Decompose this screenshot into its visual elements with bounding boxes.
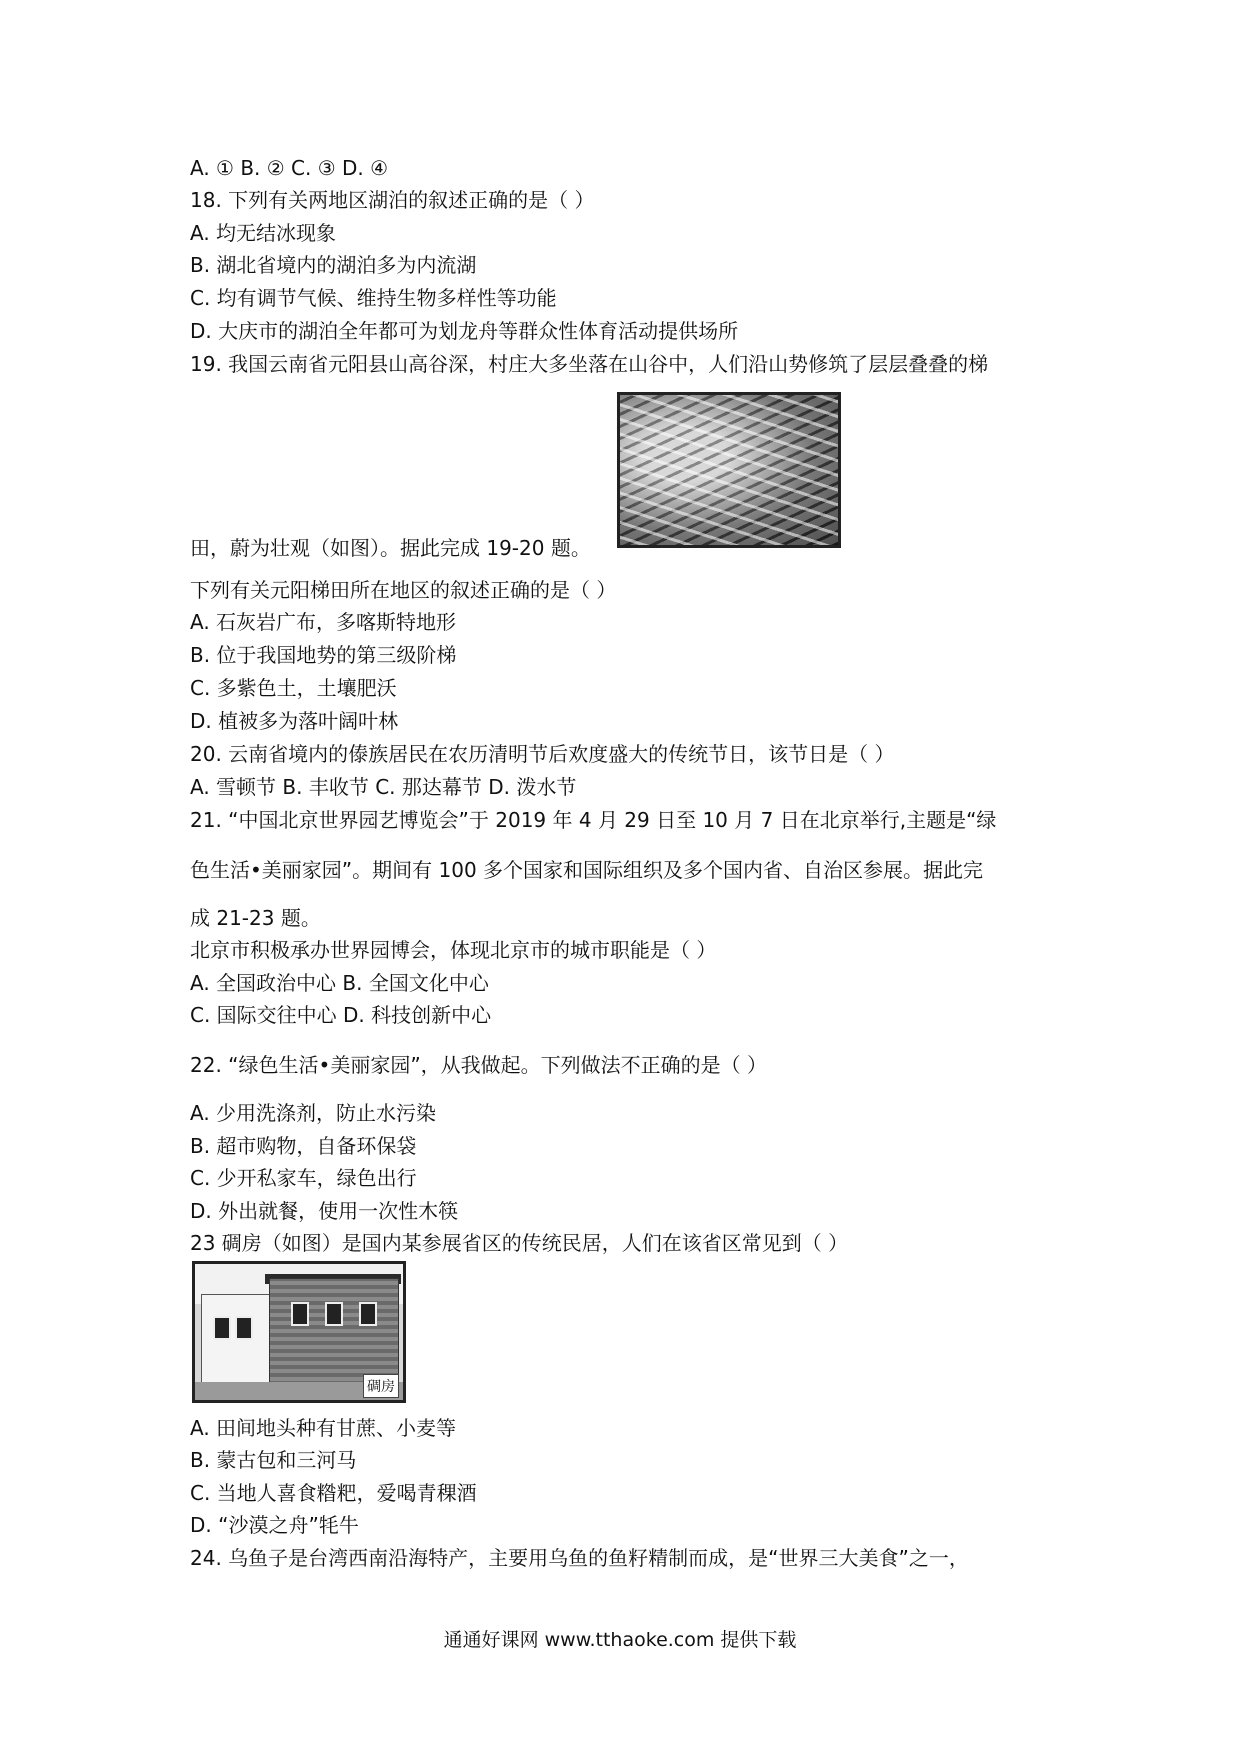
question-19: 下列有关元阳梯田所在地区的叙述正确的是（ ） — [190, 578, 617, 602]
option-19c: C. 多紫色土，土壤肥沃 — [190, 676, 397, 700]
question-23: 23 碉房（如图）是国内某参展省区的传统民居，人们在该省区常见到（ ） — [190, 1231, 849, 1255]
option-22c: C. 少开私家车，绿色出行 — [190, 1166, 417, 1190]
question-19-stem-cont: 田，蔚为壮观（如图）。据此完成 19-20 题。 — [190, 536, 591, 560]
terrace-photo — [617, 392, 841, 548]
option-18d: D. 大庆市的湖泊全年都可为划龙舟等群众性体育活动提供场所 — [190, 319, 739, 343]
question-24: 24. 乌鱼子是台湾西南沿海特产，主要用乌鱼的鱼籽精制而成，是“世界三大美食”之一， — [190, 1546, 969, 1570]
option-22a: A. 少用洗涤剂，防止水污染 — [190, 1101, 437, 1125]
option-19a: A. 石灰岩广布，多喀斯特地形 — [190, 610, 457, 634]
option-23a: A. 田间地头种有甘蔗、小麦等 — [190, 1416, 457, 1440]
question-21-stem-end: 成 21-23 题。 — [190, 906, 321, 930]
question-21-stem: 21. “中国北京世界园艺博览会”于 2019 年 4 月 29 日至 10 月 7 日在北京举行,主题是“绿 — [190, 808, 997, 832]
option-19d: D. 植被多为落叶阔叶林 — [190, 709, 399, 733]
option-18a: A. 均无结冰现象 — [190, 221, 337, 245]
question-21: 北京市积极承办世界园博会，体现北京市的城市职能是（ ） — [190, 938, 717, 962]
options-21-cd: C. 国际交往中心 D. 科技创新中心 — [190, 1003, 492, 1027]
page-footer: 通通好课网 www.tthaoke.com 提供下载 — [443, 1629, 797, 1651]
option-23d: D. “沙漠之舟”牦牛 — [190, 1513, 359, 1537]
option-23b: B. 蒙古包和三河马 — [190, 1448, 357, 1472]
option-18c: C. 均有调节气候、维持生物多样性等功能 — [190, 286, 557, 310]
diaofang-photo — [192, 1261, 406, 1403]
options-21-ab: A. 全国政治中心 B. 全国文化中心 — [190, 971, 489, 995]
question-21-stem-cont: 色生活•美丽家园”。期间有 100 多个国家和国际组织及多个国内省、自治区参展。据此完 — [190, 858, 984, 882]
options-20: A. 雪顿节 B. 丰收节 C. 那达幕节 D. 泼水节 — [190, 775, 577, 799]
option-19b: B. 位于我国地势的第三级阶梯 — [190, 643, 457, 667]
option-22b: B. 超市购物，自备环保袋 — [190, 1134, 417, 1158]
question-22: 22. “绿色生活•美丽家园”，从我做起。下列做法不正确的是（ ） — [190, 1053, 768, 1077]
photo-caption: 碉房 — [363, 1374, 399, 1398]
option-22d: D. 外出就餐，使用一次性木筷 — [190, 1199, 459, 1223]
option-18b: B. 湖北省境内的湖泊多为内流湖 — [190, 253, 477, 277]
question-19-stem: 19. 我国云南省元阳县山高谷深，村庄大多坐落在山谷中，人们沿山势修筑了层层叠叠的梯 — [190, 352, 989, 376]
option-23c: C. 当地人喜食糌粑，爱喝青稞酒 — [190, 1481, 477, 1505]
question-20: 20. 云南省境内的傣族居民在农历清明节后欢度盛大的传统节日，该节日是（ ） — [190, 742, 895, 766]
question-18: 18. 下列有关两地区湖泊的叙述正确的是（ ） — [190, 188, 595, 212]
options-line-17: A. ① B. ② C. ③ D. ④ — [190, 156, 389, 180]
